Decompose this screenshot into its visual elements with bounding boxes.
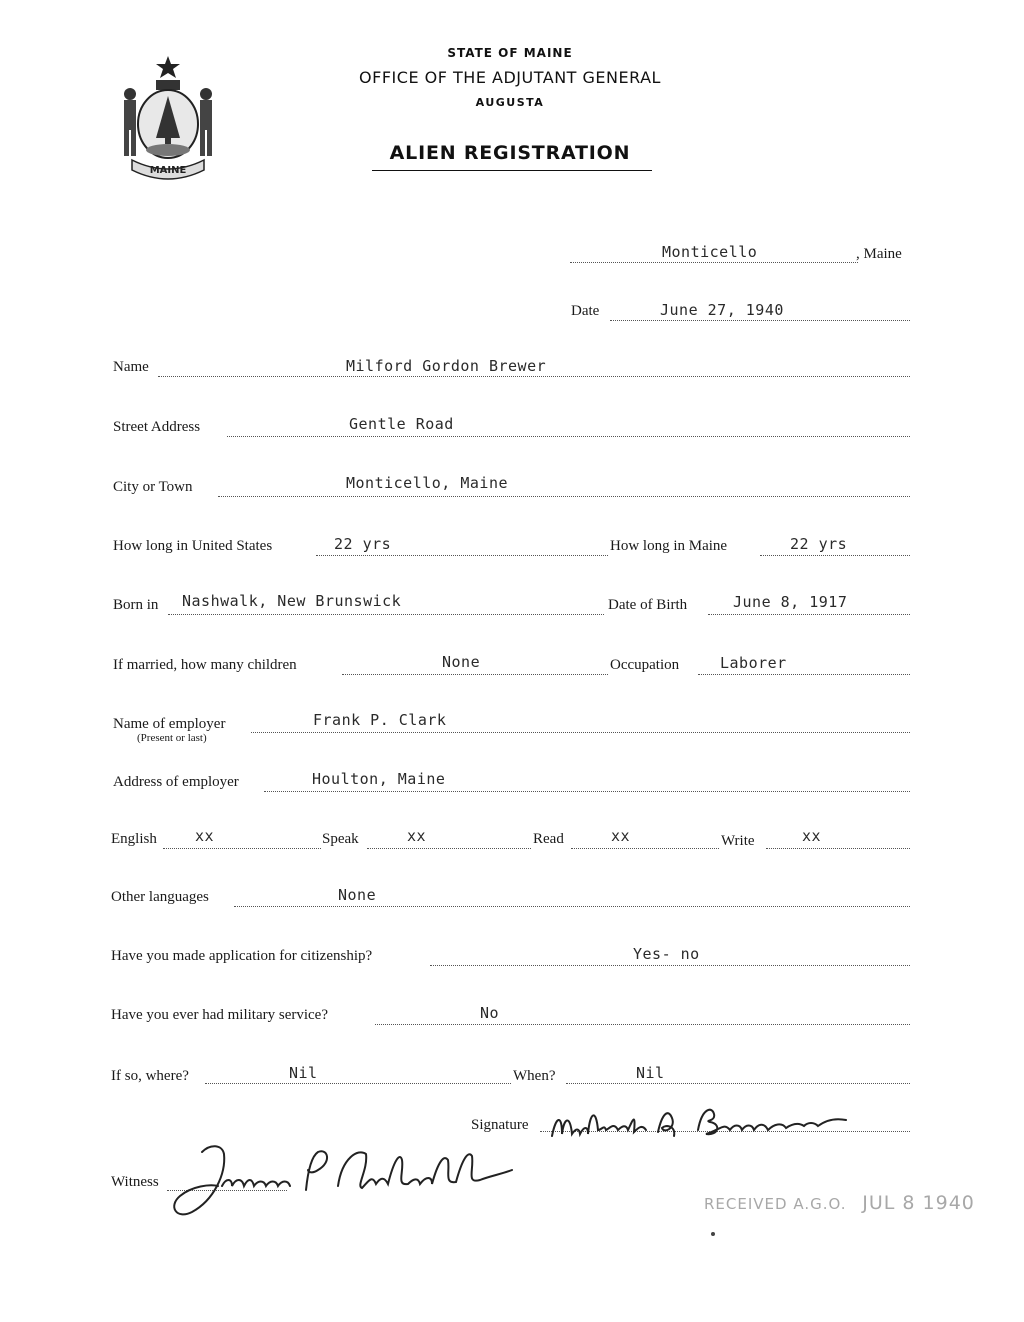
citizenship-line	[430, 965, 910, 966]
other-languages-label: Other languages	[111, 889, 209, 905]
write-line	[766, 848, 910, 849]
title-underline	[372, 170, 652, 171]
applicant-signature	[546, 1100, 852, 1152]
occupation-label: Occupation	[610, 657, 680, 673]
svg-text:MAINE: MAINE	[149, 165, 187, 176]
ink-dot	[711, 1232, 715, 1236]
location-value: Monticello	[662, 243, 758, 261]
city-heading: AUGUSTA	[475, 96, 545, 109]
other-languages-value: None	[338, 886, 377, 904]
read-value: xx	[611, 827, 631, 845]
english-label: English	[111, 831, 157, 847]
employer-address-value: Houlton, Maine	[312, 770, 446, 788]
speak-value: xx	[407, 827, 427, 845]
write-value: xx	[802, 827, 822, 845]
write-label: Write	[721, 833, 755, 849]
employer-name-line	[251, 732, 910, 733]
witness-label: Witness	[111, 1174, 159, 1190]
dob-line	[708, 614, 910, 615]
children-line	[342, 674, 608, 675]
office-heading: OFFICE OF THE ADJUTANT GENERAL	[359, 68, 661, 87]
received-stamp-text: RECEIVED A.G.O.	[704, 1195, 847, 1213]
read-label: Read	[533, 831, 564, 847]
how-long-maine-label: How long in Maine	[610, 538, 728, 554]
born-in-value: Nashwalk, New Brunswick	[182, 592, 402, 610]
location-line	[570, 262, 858, 263]
employer-name-sublabel: (Present or last)	[137, 732, 207, 744]
how-long-maine-value: 22 yrs	[790, 535, 848, 553]
where-label: If so, where?	[111, 1068, 189, 1084]
children-value: None	[442, 653, 481, 671]
employer-address-line	[264, 791, 910, 792]
military-value: No	[480, 1004, 500, 1022]
how-long-us-value: 22 yrs	[334, 535, 392, 553]
name-label: Name	[113, 359, 149, 375]
employer-address-label: Address of employer	[113, 774, 239, 790]
dob-value: June 8, 1917	[733, 593, 848, 611]
occupation-value: Laborer	[720, 654, 787, 672]
children-label: If married, how many children	[113, 657, 297, 673]
city-label: City or Town	[113, 479, 193, 495]
date-value: June 27, 1940	[660, 301, 784, 319]
where-line	[205, 1083, 511, 1084]
speak-line	[367, 848, 531, 849]
when-line	[566, 1083, 910, 1084]
signature-label: Signature	[471, 1117, 529, 1133]
born-in-line	[168, 614, 604, 615]
born-in-label: Born in	[113, 597, 159, 613]
employer-name-value: Frank P. Clark	[313, 711, 447, 729]
street-address-value: Gentle Road	[349, 415, 454, 433]
name-value: Milford Gordon Brewer	[346, 357, 547, 375]
when-label: When?	[513, 1068, 556, 1084]
witness-signature	[162, 1140, 532, 1222]
street-address-line	[227, 436, 910, 437]
city-value: Monticello, Maine	[346, 474, 509, 492]
read-line	[571, 848, 719, 849]
how-long-us-label: How long in United States	[113, 538, 273, 554]
city-line	[218, 496, 910, 497]
other-languages-line	[234, 906, 910, 907]
dob-label: Date of Birth	[608, 597, 688, 613]
received-stamp-date: JUL 8 1940	[862, 1192, 975, 1214]
speak-label: Speak	[322, 831, 359, 847]
military-line	[375, 1024, 910, 1025]
military-label: Have you ever had military service?	[111, 1007, 328, 1023]
name-line	[158, 376, 910, 377]
where-value: Nil	[289, 1064, 318, 1082]
occupation-line	[698, 674, 910, 675]
when-value: Nil	[636, 1064, 665, 1082]
maine-state-seal-icon	[112, 52, 224, 180]
location-suffix: , Maine	[856, 246, 902, 262]
english-line	[163, 848, 321, 849]
how-long-us-line	[316, 555, 608, 556]
citizenship-value: Yes- no	[633, 945, 700, 963]
form-title: ALIEN REGISTRATION	[389, 142, 631, 164]
english-value: xx	[195, 827, 215, 845]
date-line	[610, 320, 910, 321]
street-address-label: Street Address	[113, 419, 201, 435]
citizenship-label: Have you made application for citizenship?	[111, 948, 373, 964]
date-label: Date	[571, 303, 600, 319]
received-stamp	[704, 1192, 975, 1214]
employer-name-label: Name of employer	[113, 716, 226, 732]
how-long-maine-line	[760, 555, 910, 556]
state-heading: STATE OF MAINE	[447, 46, 573, 60]
